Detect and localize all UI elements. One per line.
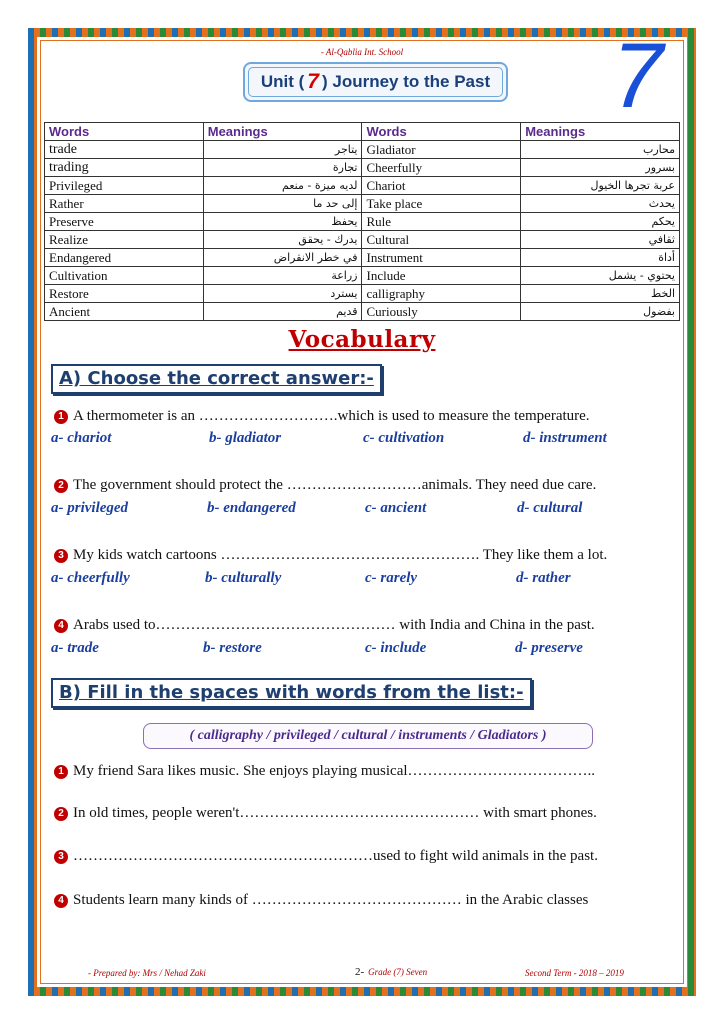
meaning-cell: عربة تجرها الخيول	[521, 177, 680, 195]
option[interactable]: b- restore	[203, 640, 262, 656]
vocabulary-heading: Vocabulary	[288, 326, 436, 353]
meaning-cell: تجارة	[203, 159, 362, 177]
meaning-cell: يحتوي - يشمل	[521, 267, 680, 285]
question-a1	[54, 408, 590, 425]
footer-grade: Grade (7) Seven	[368, 967, 428, 977]
option[interactable]: d- preserve	[515, 640, 583, 656]
option[interactable]: b- gladiator	[209, 430, 282, 446]
page-number: 2-	[355, 966, 365, 978]
number-badge-icon: 3	[54, 850, 68, 864]
table-row	[45, 177, 680, 195]
table-row	[45, 249, 680, 267]
meaning-cell: قديم	[203, 303, 362, 321]
option[interactable]: a- privileged	[51, 500, 129, 516]
number-badge-icon: 1	[54, 765, 68, 779]
col-header-words: Words	[45, 123, 204, 141]
table-row	[45, 159, 680, 177]
unit-number: 7	[307, 70, 319, 93]
number-badge-icon: 4	[54, 619, 68, 633]
number-badge-icon: 2	[54, 807, 68, 821]
option[interactable]: d- cultural	[517, 500, 583, 516]
option[interactable]: c- ancient	[365, 500, 427, 516]
option[interactable]: c- rarely	[365, 570, 418, 586]
table-row	[45, 195, 680, 213]
number-badge-icon: 1	[54, 410, 68, 424]
word-cell: trade	[45, 141, 204, 159]
unit-prefix: Unit (	[260, 72, 305, 91]
meaning-cell: يحدث	[521, 195, 680, 213]
word-cell: Rule	[362, 213, 521, 231]
meaning-cell: لديه ميزة - منعم	[203, 177, 362, 195]
number-badge-icon: 2	[54, 479, 68, 493]
word-cell: Rather	[45, 195, 204, 213]
meaning-cell: يحكم	[521, 213, 680, 231]
table-row	[45, 231, 680, 249]
option[interactable]: d- instrument	[523, 430, 607, 446]
col-header-meanings: Meanings	[203, 123, 362, 141]
meaning-cell: يدرك - يحقق	[203, 231, 362, 249]
table-row	[45, 213, 680, 231]
table-row	[45, 141, 680, 159]
option[interactable]: a- trade	[51, 640, 99, 656]
word-cell: Include	[362, 267, 521, 285]
option[interactable]: c- cultivation	[363, 430, 445, 446]
question-text: ……………………………………………………used to fight wild animals in the past.	[73, 848, 598, 864]
meaning-cell: في خطر الانقراض	[203, 249, 362, 267]
question-a3	[54, 547, 607, 564]
section-b-title: B) Fill in the spaces with words from the list:-	[51, 678, 532, 708]
number-badge-icon: 3	[54, 549, 68, 563]
col-header-words: Words	[362, 123, 521, 141]
word-cell: Cultivation	[45, 267, 204, 285]
question-a2	[54, 477, 596, 494]
meaning-cell: يتاجر	[203, 141, 362, 159]
table-row	[45, 303, 680, 321]
word-cell: Chariot	[362, 177, 521, 195]
meaning-cell: يسترد	[203, 285, 362, 303]
unit-suffix: ) Journey to the Past	[321, 72, 491, 91]
footer-term: Second Term - 2018 – 2019	[525, 968, 624, 978]
word-cell: Restore	[45, 285, 204, 303]
section-a-title: A) Choose the correct answer:-	[51, 364, 382, 394]
question-text: My kids watch cartoons ……………………………………………. They like them a lot.	[73, 547, 608, 563]
word-cell: Cultural	[362, 231, 521, 249]
question-a4	[54, 617, 595, 634]
meaning-cell: الخط	[521, 285, 680, 303]
big-unit-number: 7	[612, 25, 664, 127]
word-cell: Endangered	[45, 249, 204, 267]
meaning-cell: زراعة	[203, 267, 362, 285]
meaning-cell: إلى حد ما	[203, 195, 362, 213]
meaning-cell: محارب	[521, 141, 680, 159]
question-text: A thermometer is an ……………………….which is used to measure the temperature.	[73, 408, 590, 424]
question-text: My friend Sara likes music. She enjoys playing musical………………………………..	[73, 763, 596, 779]
option[interactable]: b- culturally	[205, 570, 282, 586]
word-cell: calligraphy	[362, 285, 521, 303]
option[interactable]: d- rather	[516, 570, 571, 586]
question-b3	[54, 848, 598, 865]
meaning-cell: ثقافي	[521, 231, 680, 249]
question-b2	[54, 805, 597, 822]
word-cell: trading	[45, 159, 204, 177]
table-row	[45, 267, 680, 285]
word-cell: Instrument	[362, 249, 521, 267]
school-name: - Al-Qablia Int. School	[320, 47, 404, 57]
footer-page	[355, 966, 427, 978]
vocabulary-table	[44, 122, 680, 321]
col-header-meanings: Meanings	[521, 123, 680, 141]
word-cell: Curiously	[362, 303, 521, 321]
option[interactable]: b- endangered	[207, 500, 296, 516]
question-text: Arabs used to………………………………………… with India and China in the past.	[73, 617, 595, 633]
unit-title	[248, 67, 503, 97]
question-text: In old times, people weren't………………………………………… with smart phones.	[73, 805, 597, 821]
question-text: Students learn many kinds of …………………………………… in the Arabic classes	[73, 892, 589, 908]
word-cell: Cheerfully	[362, 159, 521, 177]
question-b1	[54, 763, 595, 780]
word-cell: Privileged	[45, 177, 204, 195]
number-badge-icon: 4	[54, 894, 68, 908]
question-b4	[54, 892, 588, 909]
footer-author: - Prepared by: Mrs / Nehad Zaki	[88, 968, 206, 978]
meaning-cell: بسرور	[521, 159, 680, 177]
option[interactable]: a- chariot	[51, 430, 112, 446]
unit-title-box	[243, 62, 508, 102]
meaning-cell: أداة	[521, 249, 680, 267]
word-list: ( calligraphy / privileged / cultural / instruments / Gladiators )	[143, 723, 593, 749]
word-cell: Take place	[362, 195, 521, 213]
word-cell: Realize	[45, 231, 204, 249]
option[interactable]: c- include	[365, 640, 427, 656]
meaning-cell: يحفظ	[203, 213, 362, 231]
word-cell: Preserve	[45, 213, 204, 231]
option[interactable]: a- cheerfully	[51, 570, 130, 586]
table-header-row	[45, 123, 680, 141]
question-text: The government should protect the ………………………animals. They need due care.	[73, 477, 597, 493]
word-cell: Gladiator	[362, 141, 521, 159]
meaning-cell: بفضول	[521, 303, 680, 321]
word-cell: Ancient	[45, 303, 204, 321]
table-row	[45, 285, 680, 303]
